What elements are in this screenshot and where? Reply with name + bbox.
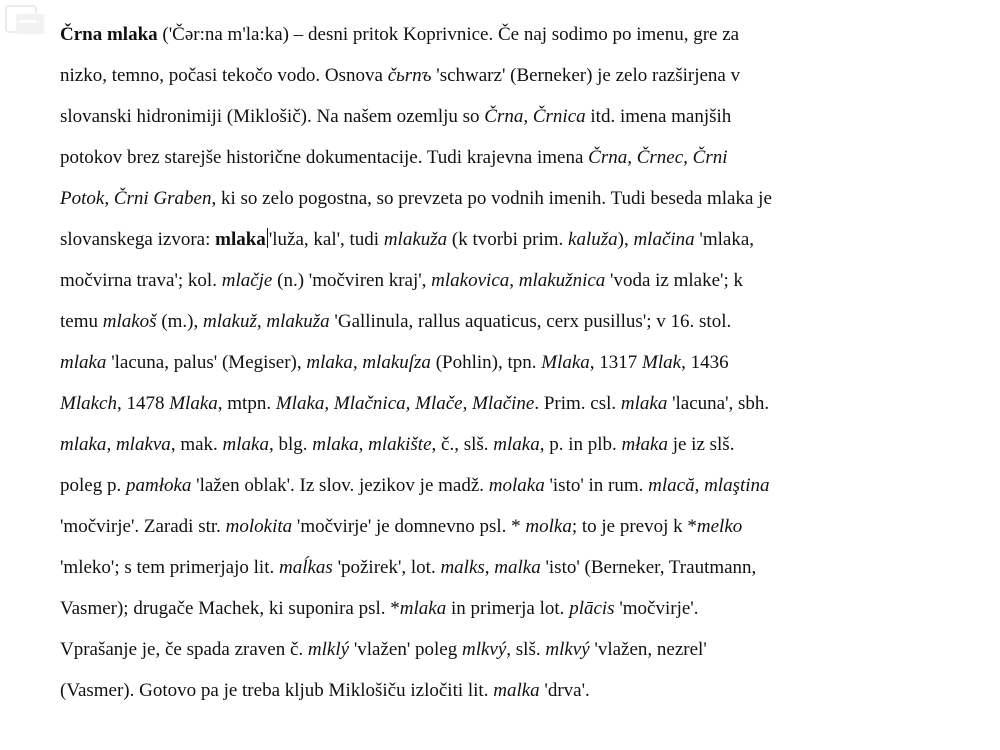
text-line: [60, 670, 960, 711]
italic-term: mlakovica, mlakužnica: [431, 270, 606, 291]
italic-term: maĺkas: [278, 557, 333, 578]
italic-term: mlaka, mlakište: [312, 434, 432, 455]
text-run: 'lacuna', sbh.: [667, 393, 770, 414]
text-run: je iz slš.: [667, 434, 735, 455]
text-run: Vprašanje je, če spada zraven č.: [60, 639, 308, 660]
text-run: ,: [106, 434, 116, 455]
italic-term: mlačje: [221, 270, 273, 291]
italic-term: molka: [525, 516, 572, 537]
text-run: 'isto' in rum.: [544, 475, 649, 496]
text-run: . Prim. csl.: [534, 393, 621, 414]
italic-term: mlačina: [633, 229, 695, 250]
text-run: temu: [60, 311, 103, 332]
text-run: (n.) 'močviren kraj',: [272, 270, 432, 291]
text-run: 'močvirje'.: [614, 598, 699, 619]
italic-term: mlaka: [60, 434, 107, 455]
text-run: , slš.: [506, 639, 546, 660]
text-run: 'mlaka,: [694, 229, 755, 250]
text-run: , mak.: [170, 434, 223, 455]
text-line: [60, 219, 960, 260]
text-run: ; to je prevoj k *: [571, 516, 697, 537]
text-run: 'požirek', lot.: [332, 557, 441, 578]
text-run: , č., slš.: [431, 434, 494, 455]
text-line: [60, 14, 960, 55]
italic-term: Črna, Črnec, Črni: [588, 147, 728, 168]
italic-term: Mlak: [642, 352, 682, 373]
text-run: (k tvorbi prim.: [447, 229, 569, 250]
italic-term: mlkvý: [545, 639, 590, 660]
text-run: slovanskega izvora:: [60, 229, 216, 250]
text-line: [60, 260, 960, 301]
italic-term: mlaka, mlakuſza: [306, 352, 431, 373]
italic-term: plācis: [569, 598, 615, 619]
text-run: , p. in plb.: [539, 434, 622, 455]
text-run: (Pohlin), tpn.: [430, 352, 542, 373]
text-run: 'močvirje'. Zaradi str.: [60, 516, 226, 537]
text-run: 'vlažen, nezrel': [589, 639, 707, 660]
text-run: 'isto' (Berneker, Trautmann,: [540, 557, 757, 578]
italic-term: mlakuža: [383, 229, 448, 250]
italic-term: molokita: [225, 516, 293, 537]
text-run: , mtpn.: [217, 393, 276, 414]
text-line: [60, 178, 960, 219]
text-line: [60, 55, 960, 96]
text-cursor: [267, 228, 268, 248]
text-run: , 1478: [116, 393, 170, 414]
italic-term: Mlakch: [60, 393, 117, 414]
text-line: [60, 383, 960, 424]
italic-term: mlklý: [307, 639, 350, 660]
text-line: [60, 424, 960, 465]
italic-term: Črna, Črnica: [484, 106, 586, 127]
italic-term: melko: [696, 516, 743, 537]
text-run: in primerja lot.: [446, 598, 570, 619]
text-run: , 1436: [681, 352, 729, 373]
italic-term: molaka: [488, 475, 545, 496]
text-run: potokov brez starejše historične dokumentacije. Tudi krajevna imena: [60, 147, 589, 168]
text-run: nizko, temno, počasi tekočo vodo. Osnova: [60, 65, 388, 86]
italic-term: mlaka: [222, 434, 269, 455]
text-run: 'drva'.: [539, 680, 590, 701]
text-run: itd. imena manjših: [585, 106, 732, 127]
italic-term: čьrnъ: [387, 65, 432, 86]
italic-term: mlaka: [620, 393, 668, 414]
italic-term: mlacă, mlaştina: [648, 475, 770, 496]
text-line: [60, 588, 960, 629]
dictionary-entry-text: [60, 14, 960, 711]
text-run: 'Gallinula, rallus aquaticus, cerx pusillus'; v 16. stol.: [329, 311, 732, 332]
text-run: 'schwarz' (Berneker) je zelo razširjena v: [431, 65, 741, 86]
italic-term: malks: [440, 557, 485, 578]
italic-term: Mlaka: [169, 393, 218, 414]
text-run: 'mleko'; s tem primerjajo lit.: [60, 557, 279, 578]
logo-watermark-icon: [2, 2, 46, 42]
italic-term: malka: [493, 680, 540, 701]
italic-term: mlkvý: [461, 639, 507, 660]
text-run: 'lažen oblak'. Iz slov. jezikov je madž.: [191, 475, 489, 496]
italic-term: malka: [494, 557, 541, 578]
text-line: [60, 342, 960, 383]
text-run: Vasmer); drugače Machek, ki suponira psl. *: [60, 598, 400, 619]
text-line: [60, 301, 960, 342]
bold-term: Črna mlaka: [60, 24, 158, 45]
text-run: 'luža, kal', tudi: [268, 229, 384, 250]
text-line: [60, 137, 960, 178]
text-run: 'močvirje' je domnevno psl. *: [292, 516, 526, 537]
italic-term: Mlaka: [541, 352, 590, 373]
italic-term: mlakva: [115, 434, 171, 455]
text-run: , blg.: [268, 434, 313, 455]
text-run: 'lacuna, palus' (Megiser),: [106, 352, 307, 373]
italic-term: kaluža: [568, 229, 618, 250]
text-line: [60, 465, 960, 506]
text-run: ),: [617, 229, 634, 250]
italic-term: Potok, Črni Graben: [60, 188, 212, 209]
text-line: [60, 96, 960, 137]
italic-term: mlakuž, mlakuža: [203, 311, 330, 332]
italic-term: mlakoš: [102, 311, 157, 332]
text-run: močvirna trava'; kol.: [60, 270, 222, 291]
text-run: , 1317: [589, 352, 643, 373]
text-run: (Vasmer). Gotovo pa je treba kljub Miklošiču izločiti lit.: [60, 680, 494, 701]
text-run: 'voda iz mlake'; k: [605, 270, 743, 291]
italic-term: młaka: [621, 434, 668, 455]
text-run: ('Čər:na m'la:ka) – desni pritok Koprivnice. Če naj sodimo po imenu, gre za: [157, 24, 740, 45]
bold-term: mlaka: [215, 229, 266, 250]
text-run: 'vlažen' poleg: [349, 639, 462, 660]
italic-term: mlaka: [60, 352, 107, 373]
italic-term: mlaka: [493, 434, 540, 455]
text-run: (m.),: [156, 311, 204, 332]
italic-term: pamłoka: [125, 475, 192, 496]
italic-term: Mlaka, Mlačnica, Mlače, Mlačine: [275, 393, 535, 414]
text-line: [60, 547, 960, 588]
text-run: ,: [484, 557, 495, 578]
italic-term: mlaka: [399, 598, 447, 619]
text-line: [60, 629, 960, 670]
text-run: , ki so zelo pogostna, so prevzeta po vodnih imenih. Tudi beseda mlaka je: [211, 188, 772, 209]
text-run: poleg p.: [60, 475, 126, 496]
text-line: [60, 506, 960, 547]
text-run: slovanski hidronimiji (Miklošič). Na našem ozemlju so: [60, 106, 485, 127]
